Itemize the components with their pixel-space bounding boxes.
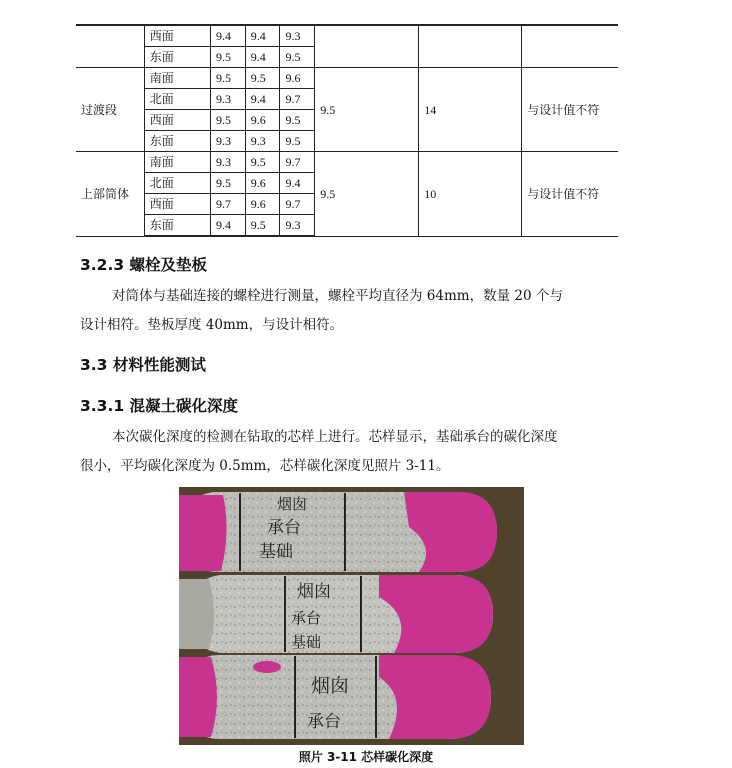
face-cell: 东面 xyxy=(144,131,210,152)
value-cell: 9.5 xyxy=(210,110,245,131)
face-cell: 东面 xyxy=(144,47,210,68)
face-cell: 西面 xyxy=(144,25,210,47)
value-cell: 9.6 xyxy=(245,194,280,215)
face-cell: 北面 xyxy=(144,173,210,194)
segment-cell: 上部筒体 xyxy=(76,152,144,237)
table-row xyxy=(76,152,618,173)
value-cell: 9.5 xyxy=(280,110,315,131)
value-cell: 9.5 xyxy=(210,68,245,89)
value-cell: 9.5 xyxy=(280,131,315,152)
value-cell: 9.3 xyxy=(280,25,315,47)
table-row xyxy=(76,25,618,47)
average-cell: 9.5 xyxy=(315,152,419,237)
paragraph-carbonation xyxy=(80,423,625,481)
core-label: 承台 xyxy=(267,518,301,538)
paragraph-line: 设计相符。垫板厚度 40mm，与设计相符。 xyxy=(80,317,344,333)
value-cell: 9.5 xyxy=(245,152,280,173)
value-cell: 9.7 xyxy=(280,89,315,110)
value-cell: 9.7 xyxy=(280,152,315,173)
value-cell: 9.4 xyxy=(245,47,280,68)
core-label: 烟囱 xyxy=(297,582,331,602)
core-sample-3 xyxy=(179,655,491,739)
paragraph-line: 很小，平均碳化深度为 0.5mm，芯样碳化深度见照片 3-11。 xyxy=(80,458,450,474)
face-cell: 西面 xyxy=(144,110,210,131)
section-heading-bolts: 3.2.3 螺栓及垫板 xyxy=(80,256,208,274)
face-cell: 东面 xyxy=(144,215,210,237)
value-cell: 9.5 xyxy=(280,47,315,68)
segment-cell xyxy=(76,25,144,68)
count-cell: 14 xyxy=(419,68,522,152)
value-cell: 9.6 xyxy=(245,173,280,194)
count-cell xyxy=(419,25,522,68)
value-cell: 9.5 xyxy=(245,215,280,237)
value-cell: 9.5 xyxy=(210,173,245,194)
value-cell: 9.5 xyxy=(210,47,245,68)
value-cell: 9.3 xyxy=(210,89,245,110)
section-heading-materials: 3.3 材料性能测试 xyxy=(80,356,206,374)
value-cell: 9.6 xyxy=(280,68,315,89)
measurement-table xyxy=(76,24,618,237)
core-label: 烟囱 xyxy=(311,675,350,697)
core-label: 基础 xyxy=(291,633,322,651)
face-cell: 北面 xyxy=(144,89,210,110)
average-cell xyxy=(315,25,419,68)
paragraph-line: 本次碳化深度的检测在钻取的芯样上进行。芯样显示，基础承台的碳化深度 xyxy=(112,429,558,445)
core-label: 承台 xyxy=(291,609,322,627)
paragraph-bolts xyxy=(80,282,625,340)
core-label: 烟囱 xyxy=(277,495,308,513)
value-cell: 9.4 xyxy=(245,89,280,110)
core-sample-2 xyxy=(179,575,493,653)
table-row xyxy=(76,68,618,89)
core-sample-1 xyxy=(179,492,497,572)
value-cell: 9.4 xyxy=(280,173,315,194)
value-cell: 9.7 xyxy=(280,194,315,215)
value-cell: 9.3 xyxy=(245,131,280,152)
core-sample-illustration xyxy=(179,487,524,745)
value-cell: 9.3 xyxy=(210,152,245,173)
paragraph-line: 对筒体与基础连接的螺栓进行测量，螺栓平均直径为 64mm，数量 20 个与 xyxy=(112,288,563,304)
value-cell: 9.4 xyxy=(245,25,280,47)
average-cell: 9.5 xyxy=(315,68,419,152)
value-cell: 9.3 xyxy=(280,215,315,237)
section-heading-carbonation: 3.3.1 混凝土碳化深度 xyxy=(80,397,239,415)
photo-caption: 照片 3-11 芯样碳化深度 xyxy=(298,750,434,764)
value-cell: 9.4 xyxy=(210,25,245,47)
count-cell: 10 xyxy=(419,152,522,237)
face-cell: 南面 xyxy=(144,68,210,89)
face-cell: 西面 xyxy=(144,194,210,215)
result-cell: 与设计值不符 xyxy=(522,68,618,152)
core-label: 承台 xyxy=(307,712,341,732)
result-cell: 与设计值不符 xyxy=(522,152,618,237)
value-cell: 9.4 xyxy=(210,215,245,237)
face-cell: 南面 xyxy=(144,152,210,173)
result-cell xyxy=(522,25,618,68)
core-label: 基础 xyxy=(259,542,293,562)
value-cell: 9.5 xyxy=(245,68,280,89)
core-sample-photo xyxy=(179,487,524,745)
value-cell: 9.3 xyxy=(210,131,245,152)
value-cell: 9.6 xyxy=(245,110,280,131)
value-cell: 9.7 xyxy=(210,194,245,215)
segment-cell: 过渡段 xyxy=(76,68,144,152)
